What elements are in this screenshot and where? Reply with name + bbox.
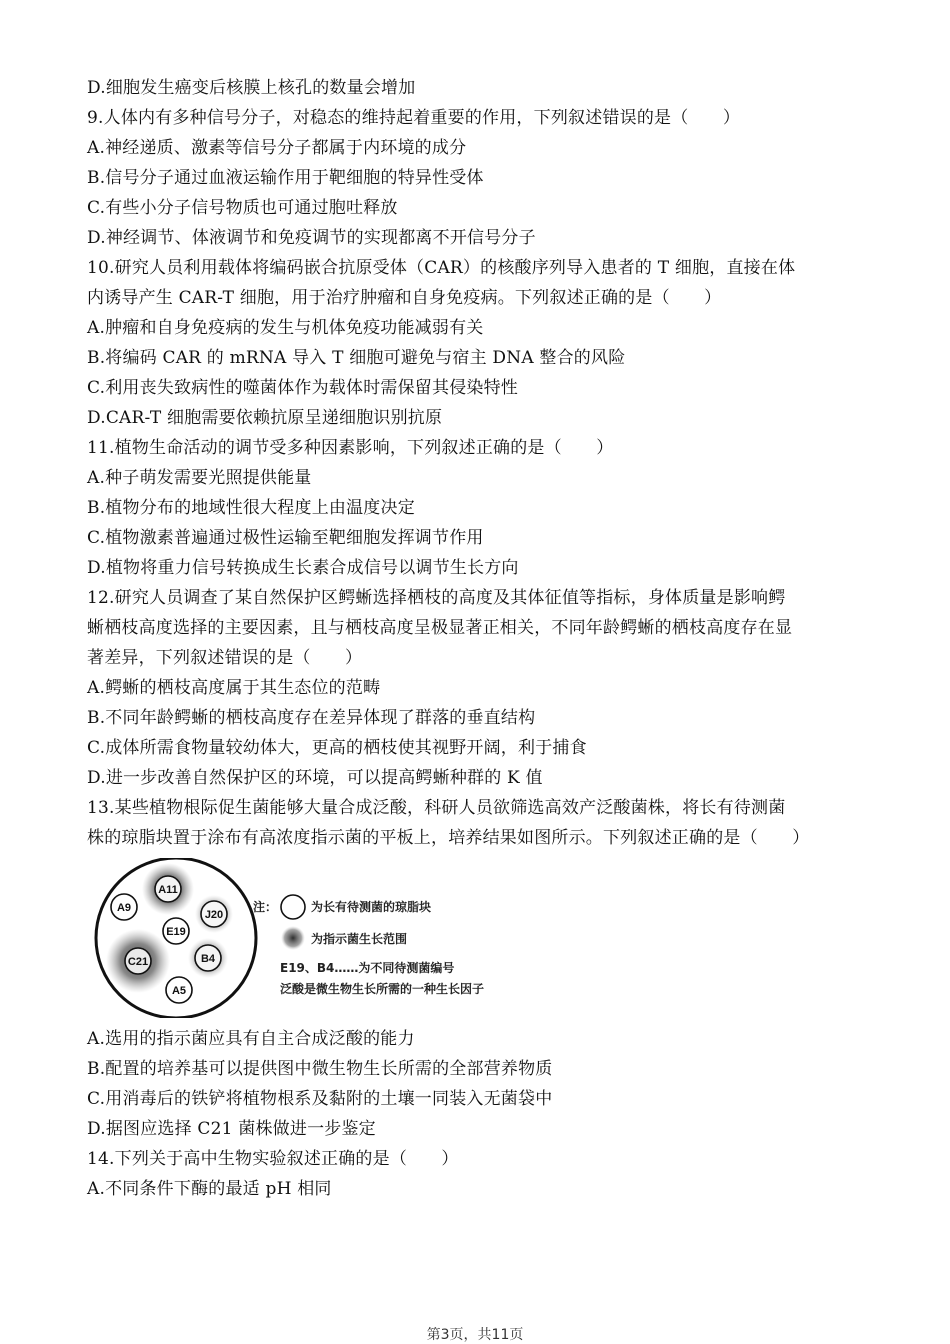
page-footer: 第3页，共11页 [426,1327,524,1343]
block-label: A9 [116,902,132,914]
question-9-option-b: B.信号分子通过血液运输作用于靶细胞的特异性受体 [87,168,484,188]
question-12-stem: 12.研究人员调查了某自然保护区鳄蜥选择栖枝的高度及其体征值等指标，身体质量是影响鳄 [87,588,786,608]
legend-block-symbol [281,895,305,919]
question-11-option-a: A.种子萌发需要光照提供能量 [87,468,312,488]
block-label: A5 [171,985,187,997]
question-10-stem-cont: 内诱导产生 CAR-T 细胞，用于治疗肿瘤和自身免疫病。下列叙述正确的是（ ） [87,288,722,308]
question-12-stem-cont: 蜥栖枝高度选择的主要因素，且与栖枝高度呈极显著正相关，不同年龄鳄蜥的栖枝高度存在显 [87,618,793,638]
legend-halo-symbol [281,926,305,950]
block-label: A11 [158,884,178,896]
question-11-option-b: B.植物分布的地域性很大程度上由温度决定 [87,498,415,518]
text-line: D.细胞发生癌变后核膜上核孔的数量会增加 [87,78,416,98]
agar-block-a5 [166,977,192,1003]
block-label: J20 [204,909,224,921]
question-13-option-a: A.选用的指示菌应具有自主合成泛酸的能力 [87,1029,415,1049]
question-13-stem: 13.某些植物根际促生菌能够大量合成泛酸，科研人员欲筛选高效产泛酸菌株，将长有待测菌 [87,798,786,818]
question-12-option-c: C.成体所需食物量较幼体大，更高的栖枝使其视野开阔，利于捕食 [87,738,587,758]
question-12-option-a: A.鳄蜥的栖枝高度属于其生态位的范畴 [87,678,381,698]
legend-note-pantothenic: 泛酸是微生物生长所需的一种生长因子 [280,982,485,996]
question-10-option-d: D.CAR-T 细胞需要依赖抗原呈递细胞识别抗原 [87,408,443,428]
legend-note-ids: E19、B4……为不同待测菌编号 [280,961,455,975]
question-13-option-c: C.用消毒后的铁铲将植物根系及黏附的土壤一同装入无菌袋中 [87,1089,553,1109]
question-9-option-a: A.神经递质、激素等信号分子都属于内环境的成分 [87,138,467,158]
question-11-option-c: C.植物激素普遍通过极性运输至靶细胞发挥调节作用 [87,528,484,548]
question-10-option-a: A.肿瘤和自身免疫病的发生与机体免疫功能减弱有关 [87,318,484,338]
agar-block-a9 [111,894,137,920]
legend-block-label: 为长有待测菌的琼脂块 [311,900,432,914]
agar-block-e19 [163,918,189,944]
question-9-option-c: C.有些小分子信号物质也可通过胞吐释放 [87,198,398,218]
block-label: C21 [127,956,149,968]
agar-block-j20 [201,901,227,927]
question-14-option-a: A.不同条件下酶的最适 pH 相同 [87,1179,332,1199]
culture-plate-figure [90,858,560,1018]
question-10-option-b: B.将编码 CAR 的 mRNA 导入 T 细胞可避免与宿主 DNA 整合的风险 [87,348,626,368]
question-10-stem: 10.研究人员利用载体将编码嵌合抗原受体（CAR）的核酸序列导入患者的 T 细胞，直接在体 [87,258,796,278]
question-13-option-d: D.据图应选择 C21 菌株做进一步鉴定 [87,1119,376,1139]
block-label: B4 [200,953,216,965]
legend-prefix: 注： [253,900,278,914]
question-9-stem: 9.人体内有多种信号分子，对稳态的维持起着重要的作用，下列叙述错误的是（ ） [87,108,741,128]
question-10-option-c: C.利用丧失致病性的噬菌体作为载体时需保留其侵染特性 [87,378,519,398]
agar-block-b4 [195,945,221,971]
question-12-option-d: D.进一步改善自然保护区的环境，可以提高鳄蜥种群的 K 值 [87,768,543,788]
question-11-option-d: D.植物将重力信号转换成生长素合成信号以调节生长方向 [87,558,519,578]
agar-block-c21 [125,948,151,974]
question-14-stem: 14.下列关于高中生物实验叙述正确的是（ ） [87,1149,459,1169]
question-12-stem-end: 著差异，下列叙述错误的是（ ） [87,648,363,668]
block-label: E19 [166,926,186,938]
agar-block-a11 [155,876,181,902]
question-11-stem: 11.植物生命活动的调节受多种因素影响，下列叙述正确的是（ ） [87,438,614,458]
legend-halo-label: 为指示菌生长范围 [311,932,408,946]
question-12-option-b: B.不同年龄鳄蜥的栖枝高度存在差异体现了群落的垂直结构 [87,708,536,728]
question-13-stem-cont: 株的琼脂块置于涂布有高浓度指示菌的平板上，培养结果如图所示。下列叙述正确的是（ ） [87,828,810,848]
question-9-option-d: D.神经调节、体液调节和免疫调节的实现都离不开信号分子 [87,228,536,248]
question-13-option-b: B.配置的培养基可以提供图中微生物生长所需的全部营养物质 [87,1059,553,1079]
